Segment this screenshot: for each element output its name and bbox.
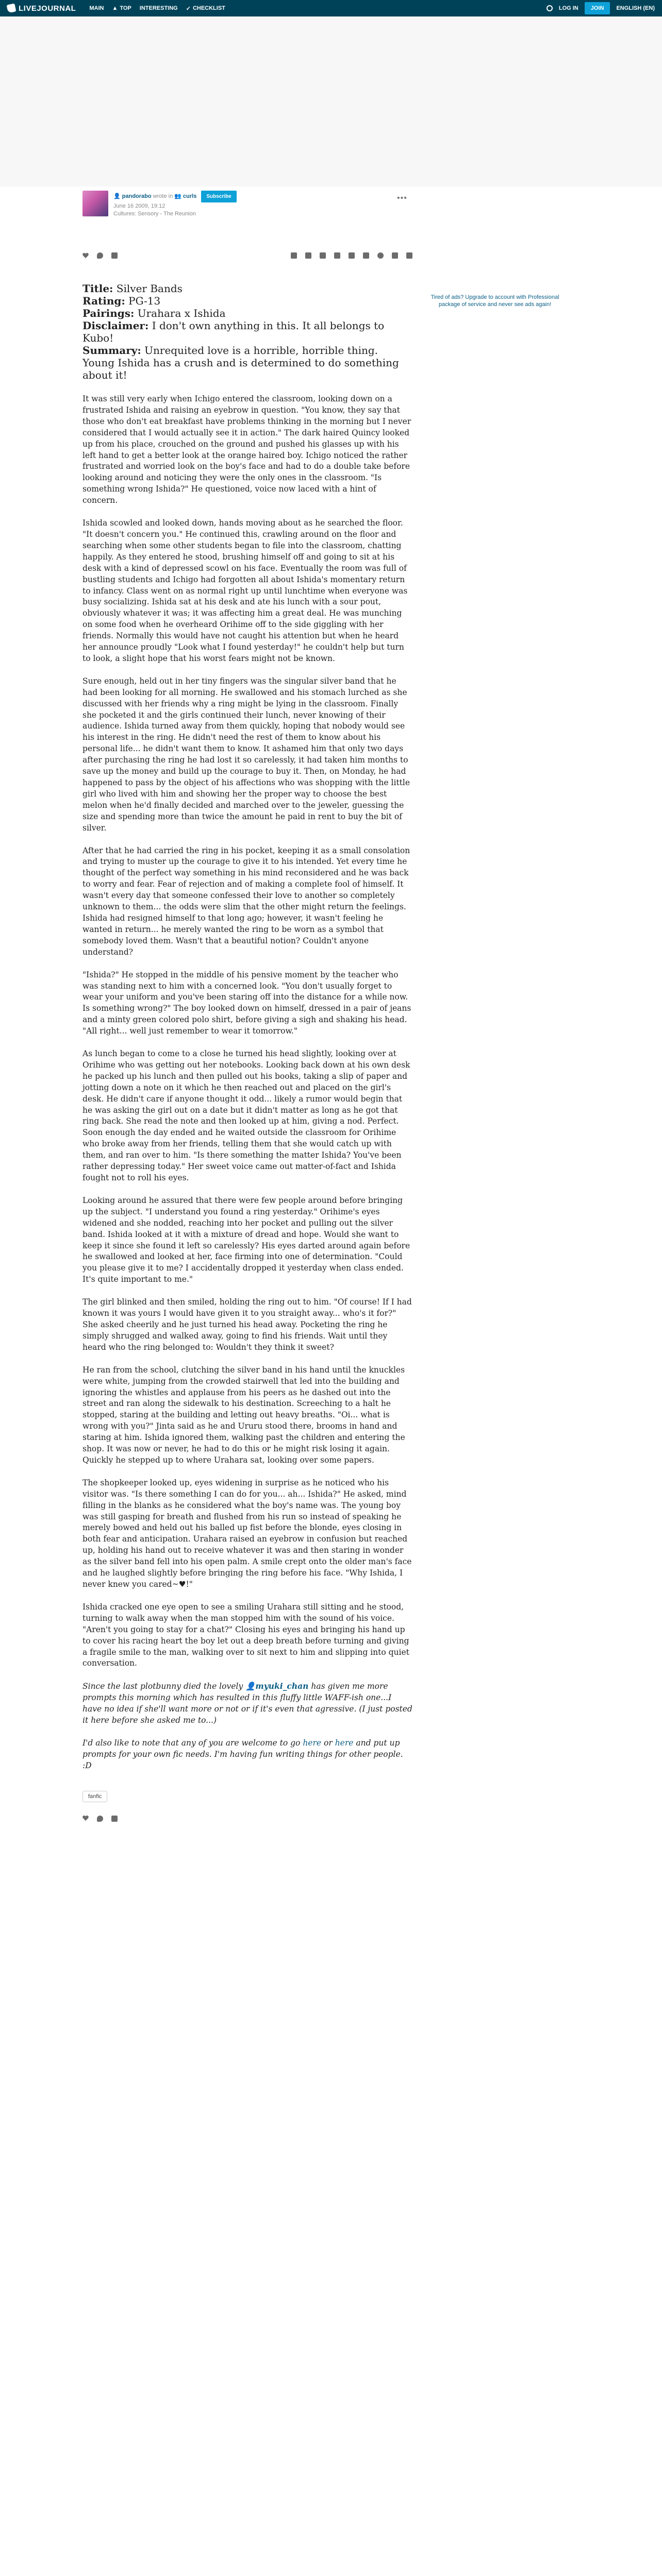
entry-header	[82, 191, 412, 218]
livejournal-pencil-icon	[7, 4, 16, 13]
story-paragraph: After that he had carried the ring in his pocket, keeping it as a small consolation and trying to muster up the courage to give it to his intended. Yet every time he thought of the perfect way something in his mind reconsidered and he was back to worry and fear. Fear of rejection and of making a complete fool of himself. It wasn't every day that someone confessed their love to another so completely unknown to them... the odds were slim that the other might return the feelings. Ishida had resigned himself to that long ago; however, it wasn't feeling he wanted in return... he merely wanted the ring to be worn as a symbol that somebody loved them. Wasn't that a beautiful notion? Couldn't anyone understand?	[82, 845, 410, 957]
reply-icon[interactable]	[111, 252, 118, 259]
pinterest-icon[interactable]	[349, 252, 355, 259]
prompt-link-1[interactable]: here	[303, 1738, 322, 1748]
story-paragraph: It was still very early when Ichigo entered the classroom, looking down on a frustrated Ishida and raising an eyebrow in question. "You know, they say that those who don't eat breakfast have problems thinking in the morning but I never considered that I would actually see it in action." The dark haired Quincy looked up from his place, crouched on the ground and pushed his glasses up with his left hand to get a better look at the orange haired boy. Ichigo noticed the rather frustrated and worried look on the boy's face and had to do a double take before looking around and noticing they were the only ones in the classroom. "Is something wrong Ishida?" He questioned, voice now laced with a hint of concern.	[82, 394, 411, 505]
tag-fanfic[interactable]: fanfic	[82, 1791, 107, 1802]
author-note-1: Since the last plotbunny died the lovely 👤myuki_chan has given me more prompts this morning which has resulted in this fluffy little WAFF-ish one...I have no idea if she'll want more or not or if it's even that agressive. (I just posted it here before she asked me to...)	[82, 1681, 412, 1725]
twitter-icon[interactable]	[334, 252, 340, 259]
field-summary: Summary: Unrequited love is a horrible, horrible thing. Young Ishida has a crush and is determined to do something about it!	[82, 344, 399, 381]
story-paragraph: Ishida scowled and looked down, hands moving about as he searched the floor. "It doesn't concern you." He continued this, crawling around on the floor and searching when some other students began to file into the classroom, chatting happily. As they entered he stood, brushing himself off and going to sit at his desk with a kind of depressed scowl on his face. Eventually the room was full of bustling students and Ichigo had forgotten all about Ishida's momentary return to infancy. Class went on as normal right up until lunchtime when everyone was busy socializing. Ishida sat at his desk and ate his lunch with a sour pout, obviously whatever it was; it was affecting him a great deal. He was munching on some food when he overheard Orihime off to the side giggling with her friends. Normally this would have not caught his attention but when he heard her announce proudly "Look what I found yesterday!" he couldn't help but turn to look, a slight hope that his worst fears might not be known.	[82, 518, 408, 663]
author-meta	[113, 191, 237, 218]
story-paragraph: Looking around he assured that there were few people around before bringing up the subject. "I understand you found a ring yesterday." Orihime's eyes widened and she nodded, reaching into her pocket and pulling out the silver band. Ishida looked at it with a mixture of dread and hope. Would she want to keep it since she found it left so carelessly? His eyes darted around again before he swallowed and looked at her, face firming into one of determination. "Could you please give it to me? I accidentally dropped it yesterday when class ended. It's quite important to me."	[82, 1195, 410, 1284]
language-selector[interactable]: ENGLISH (EN)	[616, 5, 655, 11]
story-paragraph: As lunch began to come to a close he turned his head slightly, looking over at Orihime who was getting out her notebooks. Looking back down at his own desk he packed up his lunch and then pulled out his books, taking a slip of paper and jotting down a note on it which he then reached out and placed on the girl's desk. He didn't care if anyone thought it odd... likely a rumor would begin that he was asking the girl out on a date but it didn't matter as long as he got that ring back. She read the note and then looked up at him, giving a nod. Perfect. Soon enough the day ended and he waited outside the classroom for Orihime who broke away from her friends, telling them that she would catch up with them, and ran over to him. "Is there something the matter Ishida? You've been rather depressing today." Her sweet voice came out matter-of-fact and Ishida fought not to roll his eyes.	[82, 1049, 410, 1182]
sidebar-ad-notice[interactable]: Tired of ads? Upgrade to account with Professional package of service and never see ads again!	[431, 294, 559, 308]
more-options-icon[interactable]: •••	[397, 194, 407, 202]
entry-bottom-actions	[82, 1816, 412, 1822]
facebook-icon[interactable]	[320, 252, 326, 259]
like-icon[interactable]	[82, 253, 89, 259]
story-text	[82, 394, 412, 1669]
nav-main[interactable]: MAIN	[89, 5, 104, 11]
main-nav	[89, 5, 225, 12]
field-disclaimer: Disclaimer: I don't own anything in this. It all belongs to Kubo!	[82, 319, 385, 344]
comment-icon[interactable]	[97, 1816, 103, 1822]
share-icon[interactable]	[305, 252, 311, 259]
wrote-in-label: wrote in	[153, 193, 173, 199]
livejournal-logo[interactable]: LIVEJOURNAL	[7, 4, 76, 13]
community-icon: 👥	[174, 193, 181, 199]
entry-action-bar	[82, 252, 412, 259]
top-ad-space	[0, 16, 662, 187]
nav-checklist[interactable]: ✓ CHECKLIST	[186, 5, 225, 12]
field-pairings: Pairings: Urahara x Ishida	[82, 307, 226, 319]
field-title: Title: Silver Bands	[82, 282, 183, 295]
reddit-icon[interactable]	[377, 252, 384, 259]
story-paragraph: The shopkeeper looked up, eyes widening in surprise as he noticed who his visitor was. "Is there something I can do for you... ah... Ishida?" He asked, mind filling in the blanks as he considered what the boy's name was. The young boy was still gasping for breath and flushed from his run so instead of speaking he merely bowed and held out his balled up fist before the blonde, eyes closing in both fear and anticipation. Urahara raised an eyebrow in confusion but reached up, holding his hand out to receive whatever it was and then staring in wonder as the silver band fell into his open palm. A smile crept onto the older man's face and he laughed slightly before bringing the ring before his face. "Why Ishida, I never knew you cared~♥!"	[82, 1478, 412, 1589]
comment-icon[interactable]	[97, 252, 103, 259]
subscribe-button[interactable]: Subscribe	[201, 191, 236, 202]
header-actions	[547, 2, 655, 14]
vk-icon[interactable]	[363, 252, 369, 259]
reply-icon[interactable]	[111, 1816, 118, 1822]
top-navigation-bar	[0, 0, 662, 16]
community-name[interactable]: curls	[183, 193, 197, 199]
story-paragraph: Ishida cracked one eye open to see a smiling Urahara still sitting and he stood, turning to walk away when the man stopped him with the sound of his voice. "Aren't you going to stay for a chat?" Closing his eyes and bringing his hand up to cover his racing heart the boy let out a deep breath before turning and giving a fragile smile to the man, walking over to sit next to him and slipping into quiet conversation.	[82, 1602, 409, 1668]
author-name[interactable]: pandorabo	[122, 193, 152, 199]
author-note-2: I'd also like to note that any of you are welcome to go here or here and put up prompts for your own fic needs. I'm having fun writing things for other people. :D	[82, 1738, 403, 1770]
entry-date: June 16 2009, 19:12	[113, 203, 166, 209]
field-rating: Rating: PG-13	[82, 295, 161, 307]
story-paragraph: "Ishida?" He stopped in the middle of his pensive moment by the teacher who was standing next to him with a concerned look. "You don't usually forget to wear your uniform and you've been staring off into the distance for a while now. Is something wrong?" The boy looked down on himself, dressed in a pair of jeans and a minty green colored polo shirt, before giving a sigh and shaking his head. "All right... well just remember to wear it tomorrow."	[82, 970, 411, 1036]
user-icon: 👤	[113, 193, 121, 199]
post-body	[82, 282, 412, 1822]
email-icon[interactable]	[392, 252, 398, 259]
bookmark-icon[interactable]	[291, 252, 297, 259]
entry-category[interactable]: Cultures: Sensory - The Reunion	[113, 211, 196, 217]
like-icon[interactable]	[82, 1816, 89, 1821]
link-icon[interactable]	[406, 252, 412, 259]
story-paragraph: Sure enough, held out in her tiny fingers was the singular silver band that he had been looking for all morning. He swallowed and his stomach lurched as she discussed with her friends why a ring might be lying in the classroom. Finally she pocketed it and the girls continued their lunch, never knowing of their audience. Ishida turned away from them quickly, hoping that nobody would see his interest in the ring. He didn't need the rest of them to know about his personal life... he didn't want them to know. It ashamed him that only two days after purchasing the ring he had lost it so carelessly, it had taken him months to save up the money and build up the courage to buy it. Then, on Monday, he had happened to pass by the object of his affections who was shopping with the little girl who lived with him and showing her the proper way to choose the best melon when he'd finally decided and marched over to the jeweler, guessing the size and spending more than twice the amount he paid in rent to buy the bit of silver.	[82, 676, 410, 833]
tag-list	[82, 1790, 412, 1802]
nav-top[interactable]: ▲ TOP	[112, 5, 131, 11]
author-notes	[82, 1681, 412, 1771]
join-button[interactable]: JOIN	[585, 2, 610, 14]
nav-interesting[interactable]: INTERESTING	[139, 5, 178, 11]
prompt-link-2[interactable]: here	[335, 1738, 354, 1748]
avatar[interactable]	[82, 191, 108, 216]
search-icon[interactable]	[547, 5, 553, 11]
story-paragraph: He ran from the school, clutching the silver band in his hand until the knuckles were white, jumping from the crowded stairwell that led into the building and ignoring the whistles and applause from his peers as he dashed out into the street and ran along the sidewalk to his destination. Screeching to a halt he stopped, staring at the building and letting out heavy breaths. "Oi... what is wrong with you?" Jinta said as he and Ururu stood there, brooms in hand and staring at him. Ishida ignored them, walking past the children and entering the shop. It was now or never, he had to do this or he might risk losing it again. Quickly he stepped up to where Urahara sat, looking over some papers.	[82, 1365, 405, 1465]
mention-user-link[interactable]: 👤myuki_chan	[245, 1681, 309, 1691]
story-header-fields	[82, 282, 412, 381]
login-link[interactable]: LOG IN	[558, 5, 578, 11]
story-paragraph: The girl blinked and then smiled, holding the ring out to him. "Of course! If I had known it was yours I would have given it to you straight away... who's it for?" She asked cheerily and he just turned his head away. Pocketing the ring he simply shrugged and walked away, going to find his friends. Wait until they heard who the ring belonged to: Wouldn't they think it sweet?	[82, 1297, 412, 1352]
